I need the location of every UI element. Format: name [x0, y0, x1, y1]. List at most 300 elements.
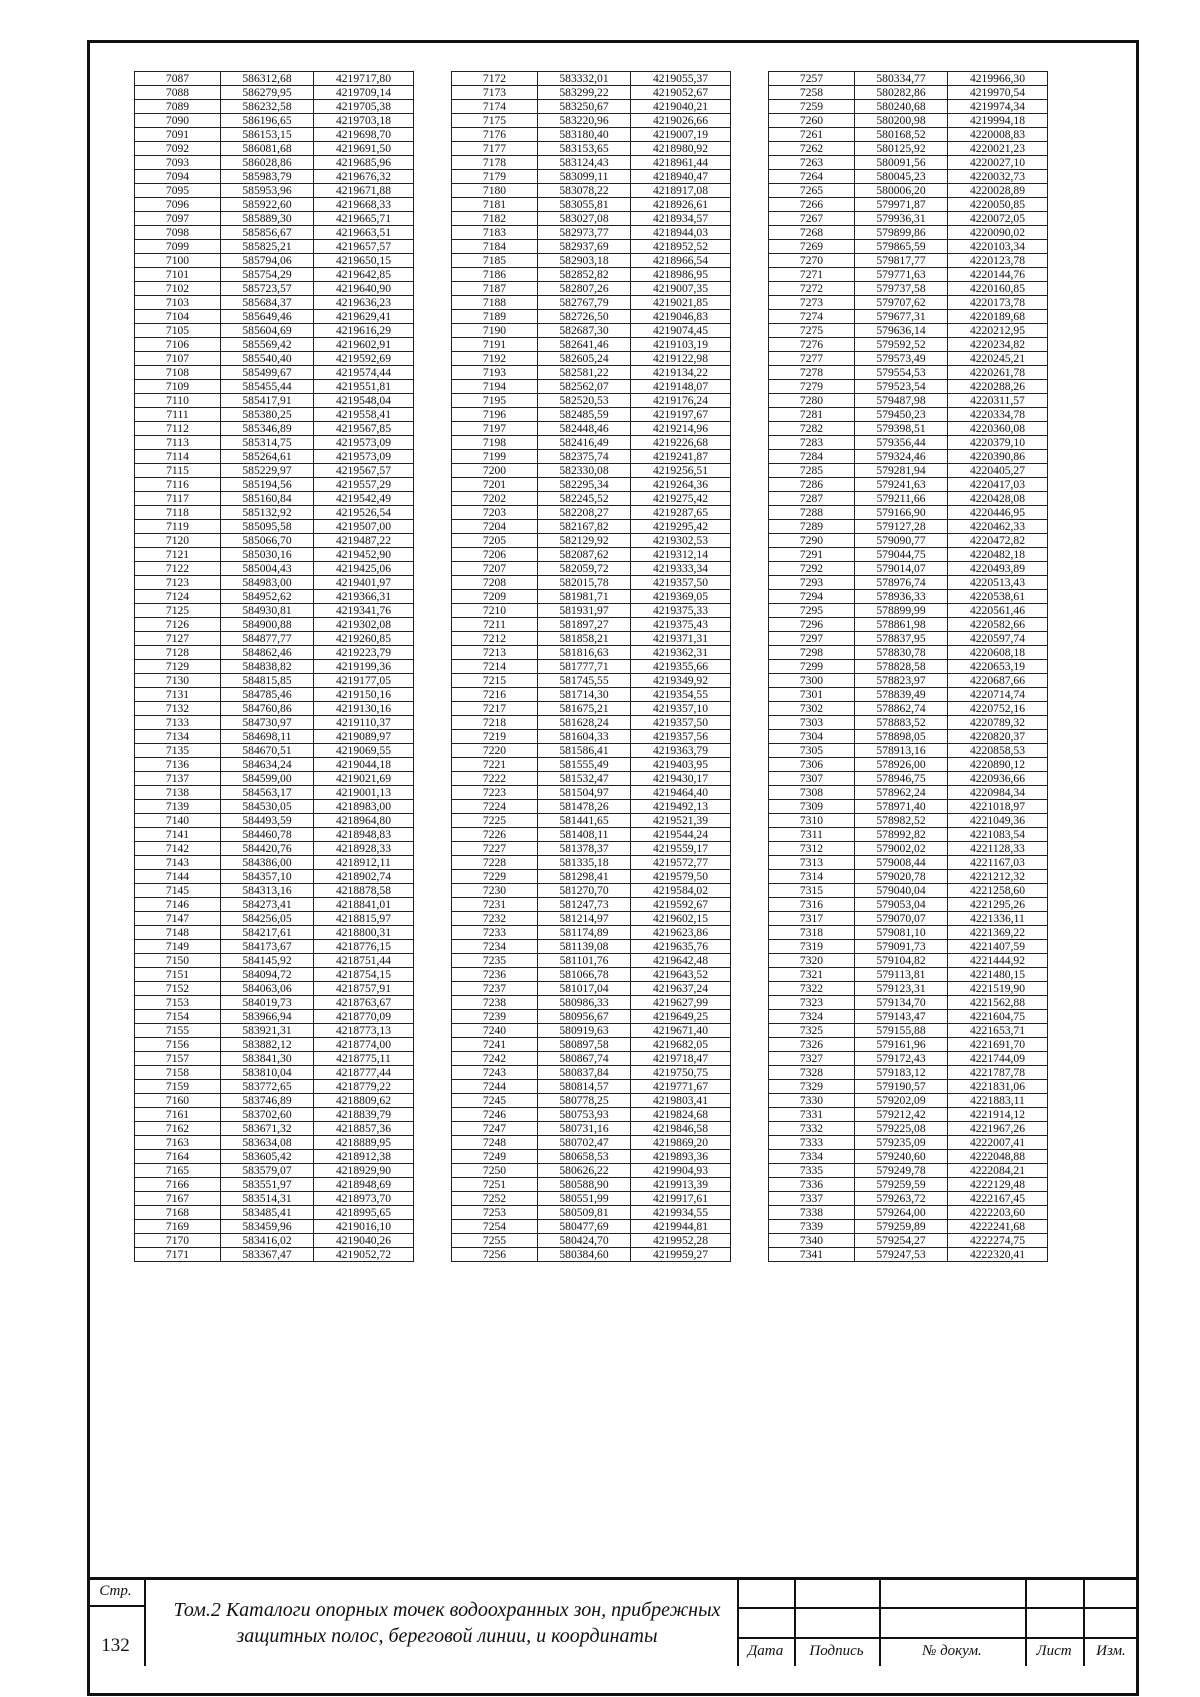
y-coordinate-cell: 4219705,38: [314, 100, 414, 114]
table-row: [452, 184, 731, 198]
point-number-cell: 7164: [135, 1150, 221, 1164]
point-number-cell: 7303: [769, 716, 855, 730]
y-coordinate-cell: 4218878,58: [314, 884, 414, 898]
point-number-cell: 7273: [769, 296, 855, 310]
table-row: [135, 422, 414, 436]
x-coordinate-cell: 581214,97: [538, 912, 631, 926]
table-row: [769, 338, 1048, 352]
y-coordinate-cell: 4220428,08: [948, 492, 1048, 506]
point-number-cell: 7320: [769, 954, 855, 968]
y-coordinate-cell: 4219134,22: [631, 366, 731, 380]
x-coordinate-cell: 579398,51: [855, 422, 948, 436]
y-coordinate-cell: 4219717,80: [314, 72, 414, 86]
table-row: [769, 86, 1048, 100]
table-row: [769, 394, 1048, 408]
point-number-cell: 7208: [452, 576, 538, 590]
table-row: [135, 478, 414, 492]
x-coordinate-cell: 579737,58: [855, 282, 948, 296]
point-number-cell: 7128: [135, 646, 221, 660]
table-row: [135, 982, 414, 996]
table-row: [452, 828, 731, 842]
table-row: [769, 898, 1048, 912]
table-row: [452, 1136, 731, 1150]
y-coordinate-cell: 4219026,66: [631, 114, 731, 128]
x-coordinate-cell: 583966,94: [221, 1010, 314, 1024]
y-coordinate-cell: 4218917,08: [631, 184, 731, 198]
y-coordinate-cell: 4219130,16: [314, 702, 414, 716]
y-coordinate-cell: 4219021,69: [314, 772, 414, 786]
x-coordinate-cell: 581931,97: [538, 604, 631, 618]
table-row: [135, 576, 414, 590]
x-coordinate-cell: 579212,42: [855, 1108, 948, 1122]
x-coordinate-cell: 584256,05: [221, 912, 314, 926]
x-coordinate-cell: 584313,16: [221, 884, 314, 898]
table-row: [769, 422, 1048, 436]
table-row: [135, 282, 414, 296]
point-number-cell: 7277: [769, 352, 855, 366]
table-row: [769, 212, 1048, 226]
x-coordinate-cell: 579127,28: [855, 520, 948, 534]
table-row: [769, 562, 1048, 576]
x-coordinate-cell: 581897,27: [538, 618, 631, 632]
y-coordinate-cell: 4219824,68: [631, 1108, 731, 1122]
y-coordinate-cell: 4219363,79: [631, 744, 731, 758]
x-coordinate-cell: 584815,85: [221, 674, 314, 688]
table-row: [135, 142, 414, 156]
x-coordinate-cell: 580509,81: [538, 1206, 631, 1220]
x-coordinate-cell: 578982,52: [855, 814, 948, 828]
point-number-cell: 7139: [135, 800, 221, 814]
x-coordinate-cell: 582581,22: [538, 366, 631, 380]
x-coordinate-cell: 584785,46: [221, 688, 314, 702]
y-coordinate-cell: 4219657,57: [314, 240, 414, 254]
x-coordinate-cell: 585499,67: [221, 366, 314, 380]
table-row: [769, 1136, 1048, 1150]
point-number-cell: 7195: [452, 394, 538, 408]
y-coordinate-cell: 4221604,75: [948, 1010, 1048, 1024]
x-coordinate-cell: 584063,06: [221, 982, 314, 996]
point-number-cell: 7341: [769, 1248, 855, 1262]
y-coordinate-cell: 4219627,99: [631, 996, 731, 1010]
table-row: [452, 212, 731, 226]
x-coordinate-cell: 579020,78: [855, 870, 948, 884]
y-coordinate-cell: 4219040,26: [314, 1234, 414, 1248]
point-number-cell: 7321: [769, 968, 855, 982]
x-coordinate-cell: 580200,98: [855, 114, 948, 128]
page-number: 132: [101, 1635, 130, 1656]
y-coordinate-cell: 4222203,60: [948, 1206, 1048, 1220]
x-coordinate-cell: 585004,43: [221, 562, 314, 576]
y-coordinate-cell: 4219592,67: [631, 898, 731, 912]
point-number-cell: 7143: [135, 856, 221, 870]
point-number-cell: 7307: [769, 772, 855, 786]
y-coordinate-cell: 4219089,97: [314, 730, 414, 744]
y-coordinate-cell: 4219069,55: [314, 744, 414, 758]
point-number-cell: 7298: [769, 646, 855, 660]
x-coordinate-cell: 584983,00: [221, 576, 314, 590]
point-number-cell: 7109: [135, 380, 221, 394]
table-row: [452, 590, 731, 604]
table-row: [769, 1220, 1048, 1234]
y-coordinate-cell: 4219574,44: [314, 366, 414, 380]
table-row: [135, 912, 414, 926]
y-coordinate-cell: 4218839,79: [314, 1108, 414, 1122]
stamp-col-date: Дата: [747, 1643, 784, 1659]
table-row: [452, 576, 731, 590]
x-coordinate-cell: 583027,08: [538, 212, 631, 226]
x-coordinate-cell: 584698,11: [221, 730, 314, 744]
table-row: [769, 268, 1048, 282]
table-row: [135, 744, 414, 758]
y-coordinate-cell: 4218961,44: [631, 156, 731, 170]
point-number-cell: 7192: [452, 352, 538, 366]
table-row: [452, 310, 731, 324]
x-coordinate-cell: 580125,92: [855, 142, 948, 156]
x-coordinate-cell: 583551,97: [221, 1178, 314, 1192]
table-row: [769, 618, 1048, 632]
x-coordinate-cell: 579636,14: [855, 324, 948, 338]
table-row: [452, 114, 731, 128]
table-row: [452, 1150, 731, 1164]
x-coordinate-cell: 580334,77: [855, 72, 948, 86]
point-number-cell: 7282: [769, 422, 855, 436]
point-number-cell: 7267: [769, 212, 855, 226]
y-coordinate-cell: 4219994,18: [948, 114, 1048, 128]
y-coordinate-cell: 4218966,54: [631, 254, 731, 268]
point-number-cell: 7335: [769, 1164, 855, 1178]
table-row: [769, 156, 1048, 170]
y-coordinate-cell: 4220936,66: [948, 772, 1048, 786]
x-coordinate-cell: 579143,47: [855, 1010, 948, 1024]
table-row: [135, 730, 414, 744]
y-coordinate-cell: 4219559,17: [631, 842, 731, 856]
table-row: [769, 1010, 1048, 1024]
table-row: [135, 1150, 414, 1164]
y-coordinate-cell: 4218983,00: [314, 800, 414, 814]
point-number-cell: 7110: [135, 394, 221, 408]
y-coordinate-cell: 4219682,05: [631, 1038, 731, 1052]
table-row: [452, 660, 731, 674]
table-row: [452, 1234, 731, 1248]
x-coordinate-cell: 578976,74: [855, 576, 948, 590]
x-coordinate-cell: 583250,67: [538, 100, 631, 114]
y-coordinate-cell: 4220144,76: [948, 268, 1048, 282]
table-row: [135, 1192, 414, 1206]
point-number-cell: 7133: [135, 716, 221, 730]
y-coordinate-cell: 4221480,15: [948, 968, 1048, 982]
point-number-cell: 7240: [452, 1024, 538, 1038]
table-row: [769, 800, 1048, 814]
point-number-cell: 7125: [135, 604, 221, 618]
table-row: [135, 1080, 414, 1094]
y-coordinate-cell: 4220984,34: [948, 786, 1048, 800]
x-coordinate-cell: 582562,07: [538, 380, 631, 394]
x-coordinate-cell: 586312,68: [221, 72, 314, 86]
x-coordinate-cell: 584877,77: [221, 632, 314, 646]
y-coordinate-cell: 4219542,49: [314, 492, 414, 506]
table-row: [452, 716, 731, 730]
x-coordinate-cell: 584173,67: [221, 940, 314, 954]
table-row: [135, 534, 414, 548]
x-coordinate-cell: 583299,22: [538, 86, 631, 100]
y-coordinate-cell: 4219103,19: [631, 338, 731, 352]
x-coordinate-cell: 583810,04: [221, 1066, 314, 1080]
x-coordinate-cell: 579002,02: [855, 842, 948, 856]
x-coordinate-cell: 582167,82: [538, 520, 631, 534]
table-row: [769, 1094, 1048, 1108]
table-row: [135, 632, 414, 646]
point-number-cell: 7283: [769, 436, 855, 450]
table-row: [452, 380, 731, 394]
point-number-cell: 7263: [769, 156, 855, 170]
y-coordinate-cell: 4219573,09: [314, 436, 414, 450]
table-row: [769, 366, 1048, 380]
table-row: [452, 240, 731, 254]
point-number-cell: 7253: [452, 1206, 538, 1220]
point-number-cell: 7254: [452, 1220, 538, 1234]
y-coordinate-cell: 4222241,68: [948, 1220, 1048, 1234]
x-coordinate-cell: 581586,41: [538, 744, 631, 758]
point-number-cell: 7087: [135, 72, 221, 86]
y-coordinate-cell: 4219369,05: [631, 590, 731, 604]
table-row: [135, 898, 414, 912]
table-row: [769, 1150, 1048, 1164]
y-coordinate-cell: 4219718,47: [631, 1052, 731, 1066]
point-number-cell: 7297: [769, 632, 855, 646]
table-row: [769, 310, 1048, 324]
y-coordinate-cell: 4219464,40: [631, 786, 731, 800]
point-number-cell: 7331: [769, 1108, 855, 1122]
table-row: [769, 184, 1048, 198]
table-row: [135, 1178, 414, 1192]
x-coordinate-cell: 580956,67: [538, 1010, 631, 1024]
y-coordinate-cell: 4219001,13: [314, 786, 414, 800]
x-coordinate-cell: 580753,93: [538, 1108, 631, 1122]
point-number-cell: 7256: [452, 1248, 538, 1262]
x-coordinate-cell: 579487,98: [855, 394, 948, 408]
point-number-cell: 7266: [769, 198, 855, 212]
point-number-cell: 7304: [769, 730, 855, 744]
y-coordinate-cell: 4221914,12: [948, 1108, 1048, 1122]
x-coordinate-cell: 579014,07: [855, 562, 948, 576]
y-coordinate-cell: 4219371,31: [631, 632, 731, 646]
y-coordinate-cell: 4219904,93: [631, 1164, 731, 1178]
point-number-cell: 7131: [135, 688, 221, 702]
y-coordinate-cell: 4219052,67: [631, 86, 731, 100]
y-coordinate-cell: 4221967,26: [948, 1122, 1048, 1136]
x-coordinate-cell: 582330,08: [538, 464, 631, 478]
point-number-cell: 7163: [135, 1136, 221, 1150]
y-coordinate-cell: 4219150,16: [314, 688, 414, 702]
point-number-cell: 7299: [769, 660, 855, 674]
point-number-cell: 7162: [135, 1122, 221, 1136]
y-coordinate-cell: 4221018,97: [948, 800, 1048, 814]
y-coordinate-cell: 4219275,42: [631, 492, 731, 506]
point-number-cell: 7127: [135, 632, 221, 646]
table-row: [769, 1080, 1048, 1094]
x-coordinate-cell: 579044,75: [855, 548, 948, 562]
y-coordinate-cell: 4219602,15: [631, 912, 731, 926]
y-coordinate-cell: 4219548,04: [314, 394, 414, 408]
x-coordinate-cell: 584563,17: [221, 786, 314, 800]
x-coordinate-cell: 585160,84: [221, 492, 314, 506]
x-coordinate-cell: 578913,16: [855, 744, 948, 758]
y-coordinate-cell: 4218995,65: [314, 1206, 414, 1220]
y-coordinate-cell: 4218776,15: [314, 940, 414, 954]
y-coordinate-cell: 4219241,87: [631, 450, 731, 464]
point-number-cell: 7157: [135, 1052, 221, 1066]
table-row: [135, 814, 414, 828]
x-coordinate-cell: 578830,78: [855, 646, 948, 660]
y-coordinate-cell: 4222274,75: [948, 1234, 1048, 1248]
table-row: [769, 226, 1048, 240]
point-number-cell: 7260: [769, 114, 855, 128]
table-row: [769, 884, 1048, 898]
point-number-cell: 7211: [452, 618, 538, 632]
table-row: [769, 646, 1048, 660]
point-number-cell: 7214: [452, 660, 538, 674]
table-row: [452, 282, 731, 296]
y-coordinate-cell: 4221083,54: [948, 828, 1048, 842]
table-row: [135, 1094, 414, 1108]
y-coordinate-cell: 4219362,31: [631, 646, 731, 660]
y-coordinate-cell: 4219312,14: [631, 548, 731, 562]
y-coordinate-cell: 4219357,10: [631, 702, 731, 716]
y-coordinate-cell: 4219354,55: [631, 688, 731, 702]
x-coordinate-cell: 580702,47: [538, 1136, 631, 1150]
y-coordinate-cell: 4220334,78: [948, 408, 1048, 422]
point-number-cell: 7281: [769, 408, 855, 422]
table-row: [452, 226, 731, 240]
point-number-cell: 7333: [769, 1136, 855, 1150]
point-number-cell: 7096: [135, 198, 221, 212]
y-coordinate-cell: 4219333,34: [631, 562, 731, 576]
y-coordinate-cell: 4220561,46: [948, 604, 1048, 618]
y-coordinate-cell: 4218774,00: [314, 1038, 414, 1052]
point-number-cell: 7098: [135, 226, 221, 240]
y-coordinate-cell: 4220462,33: [948, 520, 1048, 534]
y-coordinate-cell: 4218902,74: [314, 870, 414, 884]
table-row: [135, 268, 414, 282]
y-coordinate-cell: 4219074,45: [631, 324, 731, 338]
table-row: [135, 716, 414, 730]
x-coordinate-cell: 579070,07: [855, 912, 948, 926]
table-row: [769, 254, 1048, 268]
table-row: [135, 548, 414, 562]
x-coordinate-cell: 583332,01: [538, 72, 631, 86]
point-number-cell: 7313: [769, 856, 855, 870]
point-number-cell: 7237: [452, 982, 538, 996]
point-number-cell: 7103: [135, 296, 221, 310]
x-coordinate-cell: 578992,82: [855, 828, 948, 842]
table-row: [769, 1192, 1048, 1206]
y-coordinate-cell: 4219264,36: [631, 478, 731, 492]
table-row: [452, 394, 731, 408]
point-number-cell: 7217: [452, 702, 538, 716]
y-coordinate-cell: 4219567,85: [314, 422, 414, 436]
table-row: [135, 940, 414, 954]
x-coordinate-cell: 585825,21: [221, 240, 314, 254]
x-coordinate-cell: 582208,27: [538, 506, 631, 520]
y-coordinate-cell: 4219355,66: [631, 660, 731, 674]
table-row: [769, 240, 1048, 254]
x-coordinate-cell: 583772,65: [221, 1080, 314, 1094]
point-number-cell: 7315: [769, 884, 855, 898]
x-coordinate-cell: 579183,12: [855, 1066, 948, 1080]
x-coordinate-cell: 580731,16: [538, 1122, 631, 1136]
table-row: [452, 1220, 731, 1234]
y-coordinate-cell: 4219771,67: [631, 1080, 731, 1094]
table-row: [769, 128, 1048, 142]
table-row: [452, 72, 731, 86]
table-row: [769, 548, 1048, 562]
table-row: [135, 828, 414, 842]
point-number-cell: 7294: [769, 590, 855, 604]
x-coordinate-cell: 582687,30: [538, 324, 631, 338]
table-row: [135, 660, 414, 674]
table-row: [769, 436, 1048, 450]
y-coordinate-cell: 4218948,83: [314, 828, 414, 842]
x-coordinate-cell: 580424,70: [538, 1234, 631, 1248]
x-coordinate-cell: 583882,12: [221, 1038, 314, 1052]
x-coordinate-cell: 586028,86: [221, 156, 314, 170]
y-coordinate-cell: 4218751,44: [314, 954, 414, 968]
x-coordinate-cell: 585314,75: [221, 436, 314, 450]
x-coordinate-cell: 581270,70: [538, 884, 631, 898]
table-row: [452, 772, 731, 786]
point-number-cell: 7286: [769, 478, 855, 492]
y-coordinate-cell: 4221744,09: [948, 1052, 1048, 1066]
y-coordinate-cell: 4220482,18: [948, 548, 1048, 562]
y-coordinate-cell: 4219551,81: [314, 380, 414, 394]
point-number-cell: 7337: [769, 1192, 855, 1206]
x-coordinate-cell: 579247,53: [855, 1248, 948, 1262]
point-number-cell: 7280: [769, 394, 855, 408]
y-coordinate-cell: 4220405,27: [948, 464, 1048, 478]
x-coordinate-cell: 580091,56: [855, 156, 948, 170]
table-row: [769, 730, 1048, 744]
x-coordinate-cell: 579081,10: [855, 926, 948, 940]
table-row: [452, 1052, 731, 1066]
table-row: [452, 618, 731, 632]
point-number-cell: 7175: [452, 114, 538, 128]
x-coordinate-cell: 578971,40: [855, 800, 948, 814]
point-number-cell: 7221: [452, 758, 538, 772]
table-row: [135, 1024, 414, 1038]
y-coordinate-cell: 4219893,36: [631, 1150, 731, 1164]
x-coordinate-cell: 585380,25: [221, 408, 314, 422]
point-number-cell: 7150: [135, 954, 221, 968]
y-coordinate-cell: 4219917,61: [631, 1192, 731, 1206]
y-coordinate-cell: 4220189,68: [948, 310, 1048, 324]
y-coordinate-cell: 4219869,20: [631, 1136, 731, 1150]
table-row: [769, 114, 1048, 128]
y-coordinate-cell: 4218763,67: [314, 996, 414, 1010]
point-number-cell: 7112: [135, 422, 221, 436]
x-coordinate-cell: 584530,05: [221, 800, 314, 814]
point-number-cell: 7247: [452, 1122, 538, 1136]
x-coordinate-cell: 580551,99: [538, 1192, 631, 1206]
table-row: [452, 968, 731, 982]
point-number-cell: 7178: [452, 156, 538, 170]
y-coordinate-cell: 4219567,57: [314, 464, 414, 478]
point-number-cell: 7114: [135, 450, 221, 464]
x-coordinate-cell: 581408,11: [538, 828, 631, 842]
table-row: [135, 352, 414, 366]
x-coordinate-cell: 579225,08: [855, 1122, 948, 1136]
y-coordinate-cell: 4219642,48: [631, 954, 731, 968]
y-coordinate-cell: 4219640,90: [314, 282, 414, 296]
